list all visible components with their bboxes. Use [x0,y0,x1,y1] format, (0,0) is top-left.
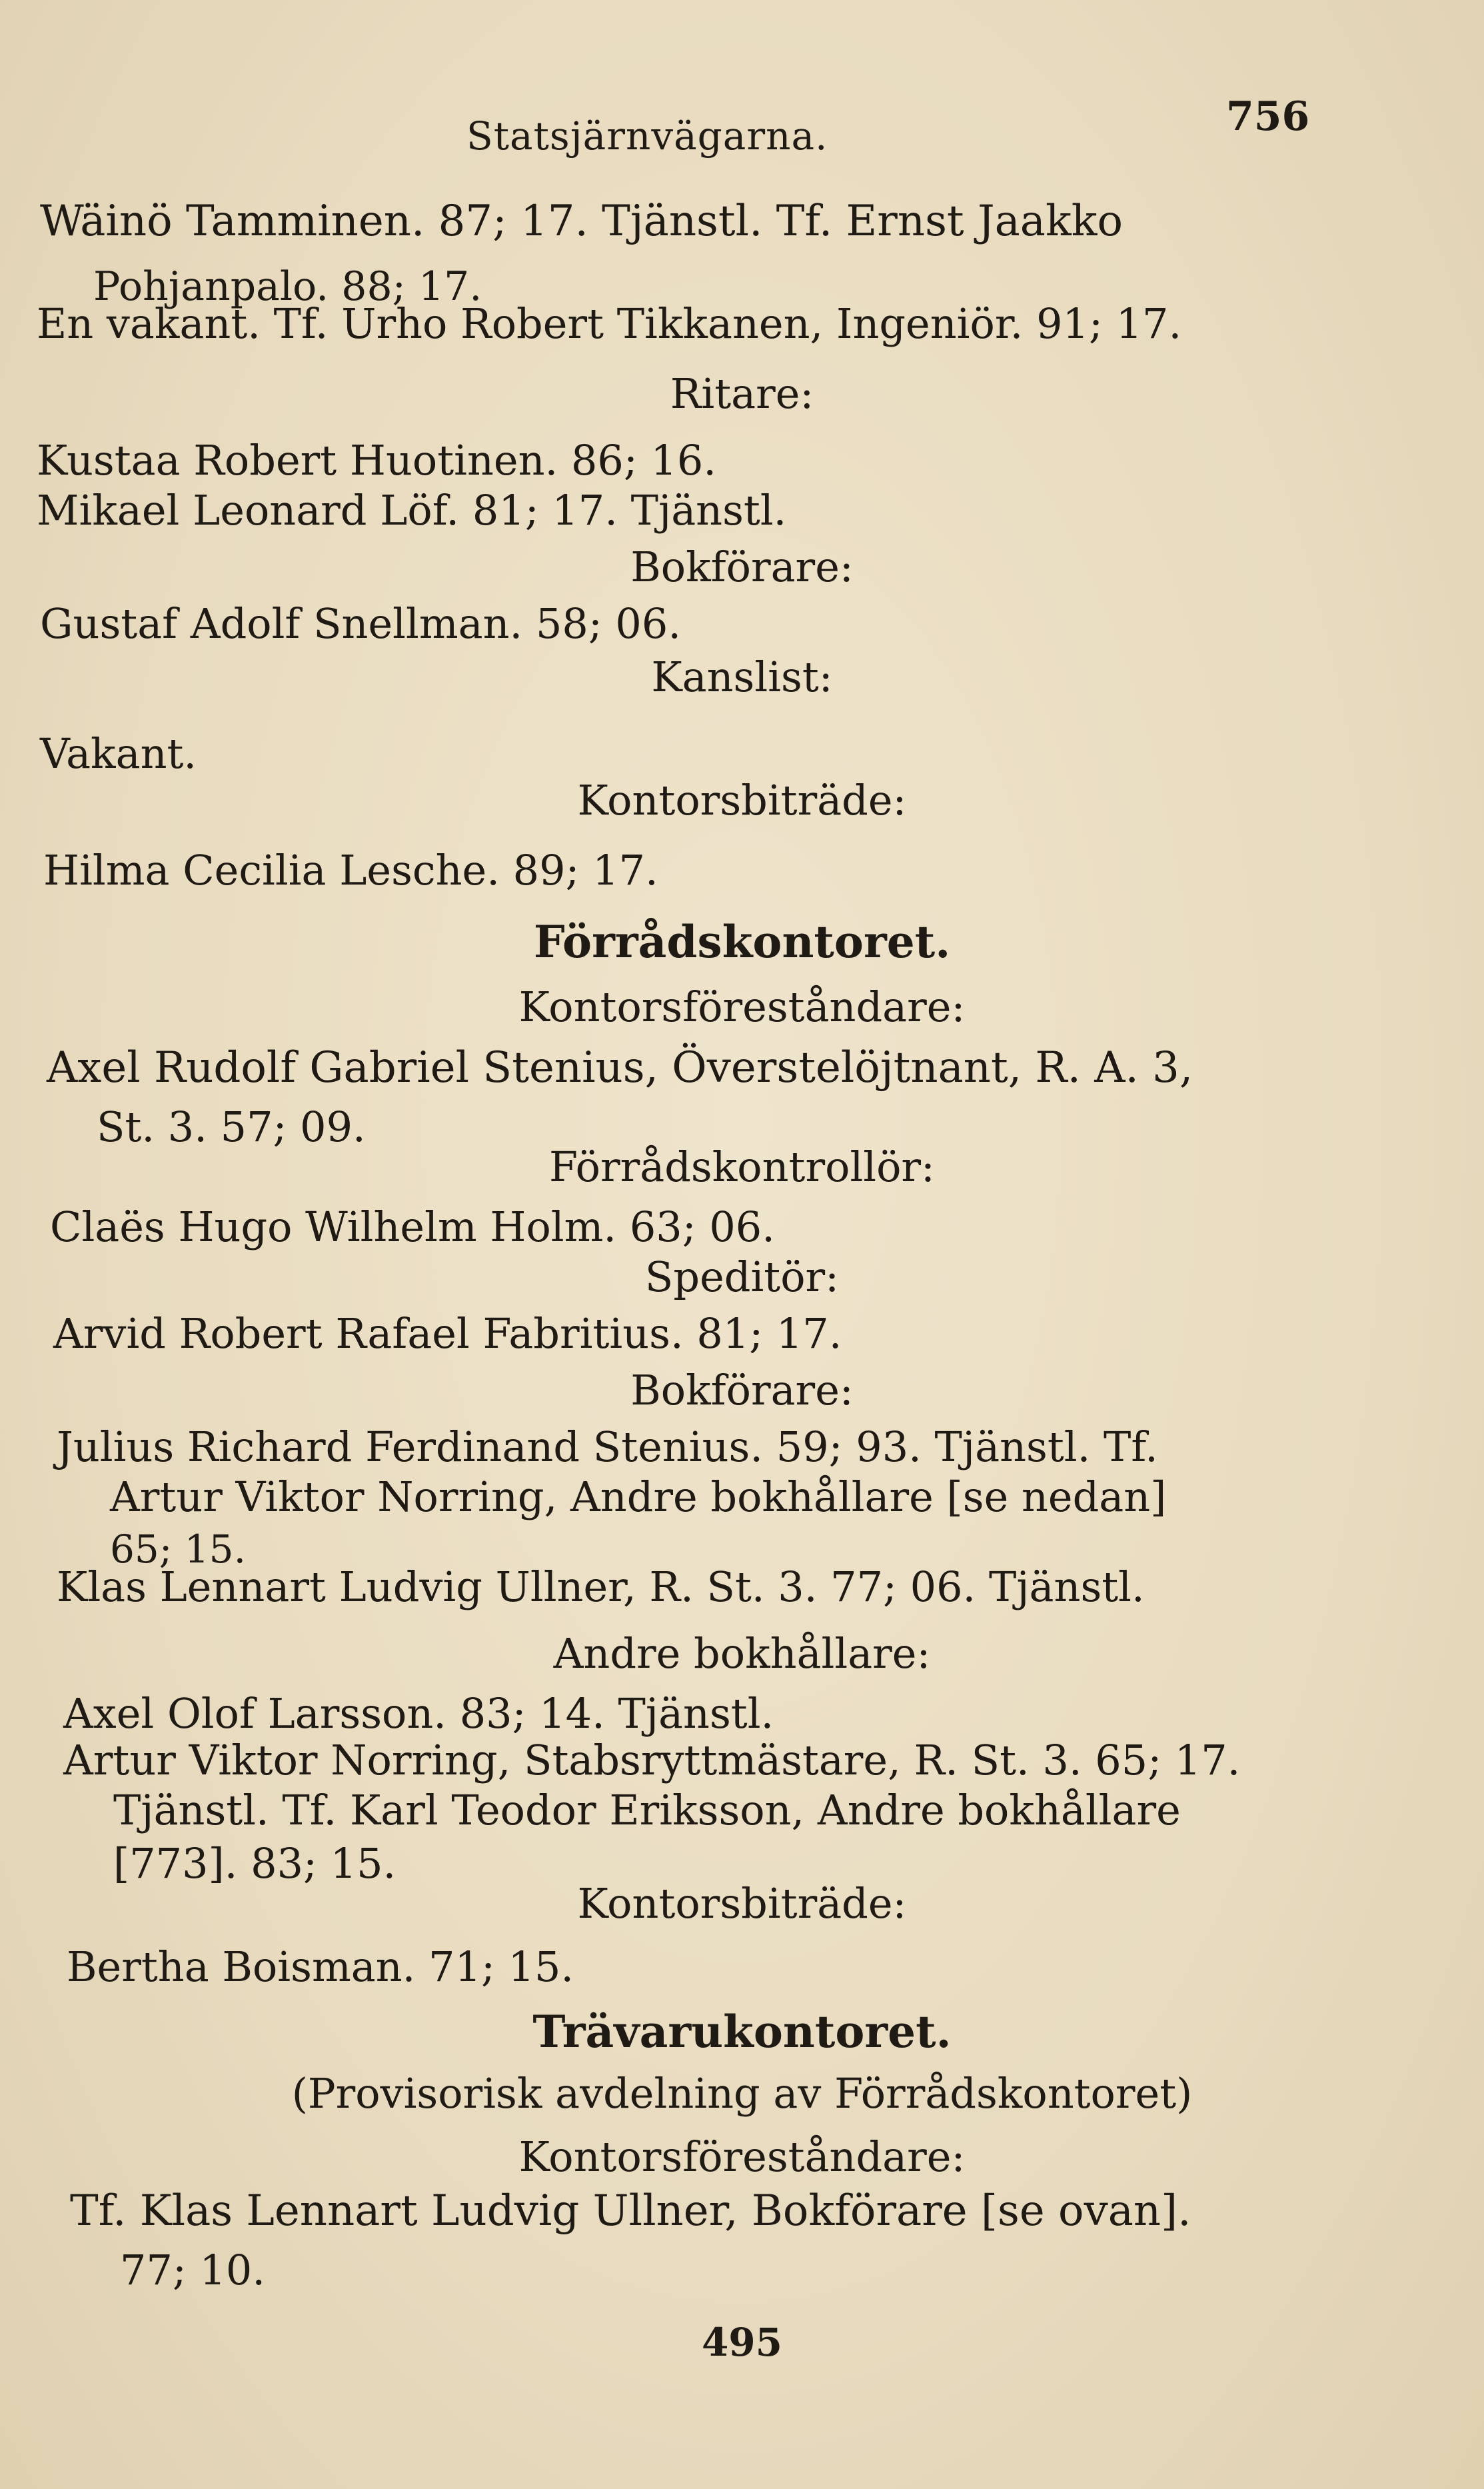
section-heading-bokforare: Bokförare: [630,543,854,591]
section-heading-ritare: Ritare: [670,369,814,418]
office-subtitle: (Provisorisk avdelning av Förrådskontoret) [291,2069,1193,2118]
entry-line: Axel Olof Larsson. 83; 14. Tjänstl. [63,1689,774,1738]
section-heading-kontorsforestandare-2: Kontorsföreståndare: [518,2132,966,2181]
entry-line: Mikael Leonard Löf. 81; 17. Tjänstl. [37,486,787,535]
entry-line: Kustaa Robert Huotinen. 86; 16. [37,436,717,485]
entry-line-continuation: [773]. 83; 15. [113,1839,396,1888]
entry-line: Axel Rudolf Gabriel Stenius, Överstelöjtnant, R. A. 3, [47,1043,1193,1093]
entry-line: Julius Richard Ferdinand Stenius. 59; 93. Tjänstl. Tf. [57,1422,1158,1471]
entry-line: Vakant. [40,729,197,778]
section-heading-kanslist: Kanslist: [651,653,833,701]
section-heading-andre-bokhallare: Andre bokhållare: [553,1629,931,1678]
entry-line: Klas Lennart Ludvig Ullner, R. St. 3. 77; 06. Tjänstl. [57,1562,1145,1611]
entry-line-continuation: 65; 15. [110,1526,247,1572]
entry-line: Hilma Cecilia Lesche. 89; 17. [43,846,658,895]
section-heading-kontorsbitrade-2: Kontorsbiträde: [577,1879,907,1928]
entry-line: Wäinö Tamminen. 87; 17. Tjänstl. Tf. Ernst Jaakko [40,197,1123,246]
entry-line: Tf. Klas Lennart Ludvig Ullner, Bokförare [se ovan]. [70,2186,1191,2236]
office-heading-travarukontoret: Trävarukontoret. [532,2006,952,2058]
entry-line-continuation: Artur Viktor Norring, Andre bokhållare [se nedan] [110,1472,1167,1521]
running-title: Statsjärnvägarna. [466,113,828,159]
section-heading-speditor: Speditör: [644,1252,840,1301]
section-heading-kontorsforestandare: Kontorsföreståndare: [518,983,966,1031]
section-heading-kontorsbitrade: Kontorsbiträde: [577,776,907,825]
signature-number: 495 [701,2320,783,2365]
entry-line: Bertha Boisman. 71; 15. [67,1942,574,1991]
section-heading-bokforare-2: Bokförare: [630,1366,854,1414]
entry-line: Gustaf Adolf Snellman. 58; 06. [40,599,682,648]
entry-line-continuation: Pohjanpalo. 88; 17. [93,263,482,310]
page-number: 756 [1226,93,1310,140]
entry-line-continuation: St. 3. 57; 09. [97,1103,366,1151]
entry-line-continuation: 77; 10. [120,2246,266,2294]
entry-line-continuation: Tjänstl. Tf. Karl Teodor Eriksson, Andre bokhållare [113,1786,1181,1834]
entry-line: Artur Viktor Norring, Stabsryttmästare, R. St. 3. 65; 17. [63,1736,1241,1784]
office-heading-forradskontoret: Förrådskontoret. [533,916,951,968]
entry-line: Claës Hugo Wilhelm Holm. 63; 06. [50,1203,775,1251]
entry-line: En vakant. Tf. Urho Robert Tikkanen, Ingeniör. 91; 17. [37,299,1182,348]
section-heading-forradskontrollor: Förrådskontrollör: [549,1143,935,1191]
entry-line: Arvid Robert Rafael Fabritius. 81; 17. [53,1309,842,1358]
